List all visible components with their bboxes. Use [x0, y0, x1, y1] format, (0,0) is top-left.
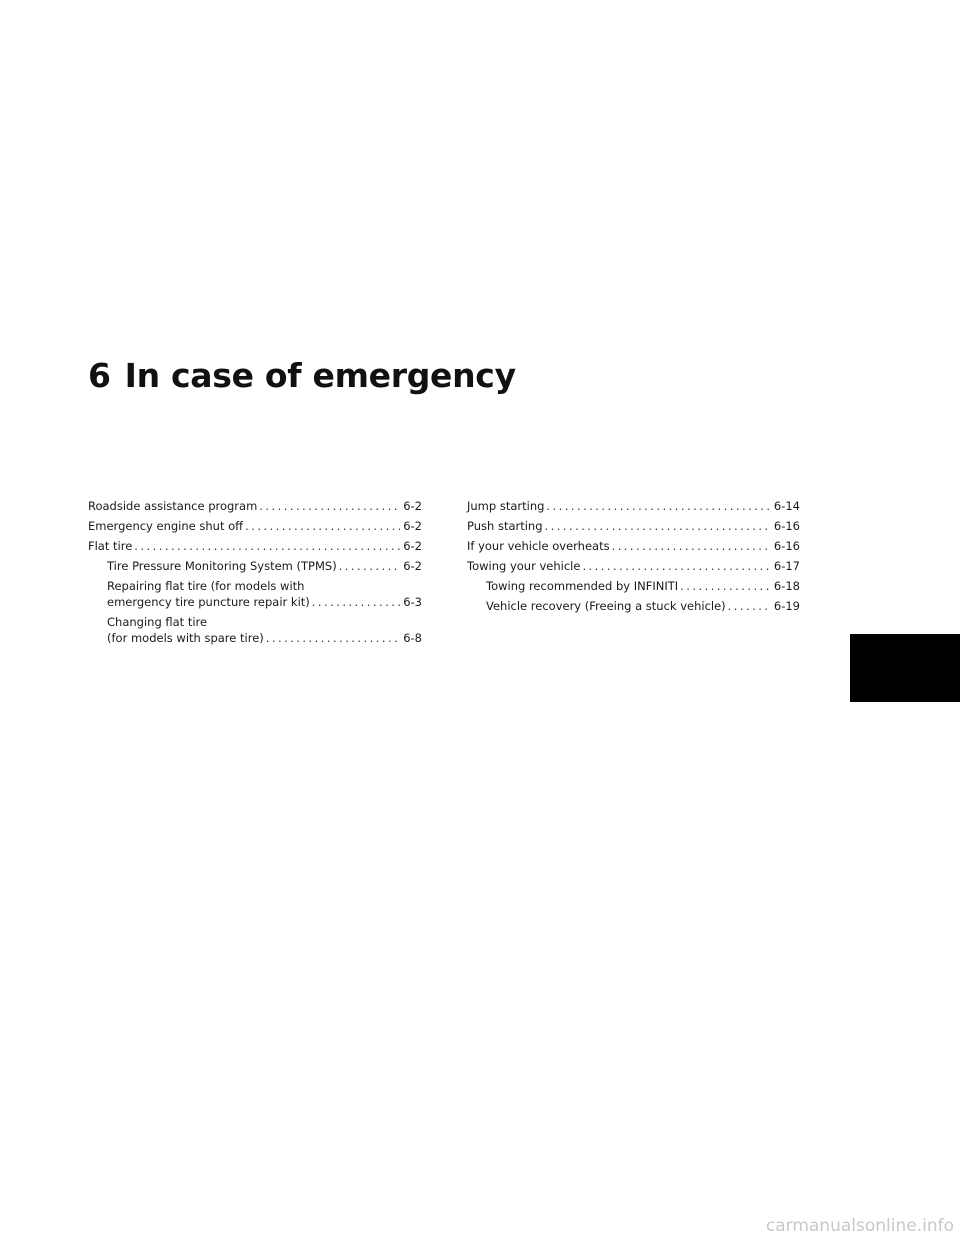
toc-entry-page: 6-17	[773, 559, 800, 573]
toc-entry-changing-flat-tire-line1[interactable]	[88, 614, 422, 630]
toc-left-column	[88, 498, 422, 650]
toc-entry-title: Emergency engine shut off	[88, 519, 244, 533]
chapter-number: 6	[88, 356, 111, 395]
toc-leader-dots	[259, 498, 400, 514]
toc-entry-page: 6-19	[773, 599, 800, 613]
toc-leader-dots	[582, 558, 770, 574]
toc-leader-dots	[680, 578, 771, 594]
toc-entry-changing-flat-tire[interactable]	[88, 630, 422, 646]
toc-leader-dots	[545, 518, 771, 534]
watermark: carmanualsonline.info	[765, 1216, 954, 1236]
toc-entry-page: 6-2	[403, 559, 422, 573]
toc-leader-dots	[312, 594, 400, 610]
toc-entry-emergency-engine-shut-off[interactable]	[88, 518, 422, 534]
toc-leader-dots	[266, 630, 400, 646]
toc-entry-title: Vehicle recovery (Freeing a stuck vehicle)	[486, 599, 726, 613]
toc-entry-title: Push starting	[467, 519, 543, 533]
toc-entry-tpms[interactable]	[88, 558, 422, 574]
toc-leader-dots	[728, 598, 771, 614]
toc-leader-dots	[134, 538, 400, 554]
toc-entry-vehicle-overheats[interactable]	[467, 538, 800, 554]
toc-right-column	[467, 498, 800, 618]
chapter-thumb-tab	[850, 634, 960, 702]
toc-entry-towing-recommended[interactable]	[467, 578, 800, 594]
toc-entry-page: 6-14	[773, 499, 800, 513]
toc-entry-page: 6-2	[403, 539, 422, 553]
toc-entry-page: 6-18	[773, 579, 800, 593]
toc-entry-title: (for models with spare tire)	[107, 631, 264, 645]
toc-leader-dots	[339, 558, 401, 574]
toc-entry-push-starting[interactable]	[467, 518, 800, 534]
toc-entry-page: 6-16	[773, 519, 800, 533]
toc-entry-page: 6-8	[403, 631, 422, 645]
toc-entry-title: emergency tire puncture repair kit)	[107, 595, 310, 609]
toc-entry-title: Flat tire	[88, 539, 133, 553]
toc-entry-page: 6-3	[403, 595, 422, 609]
toc-entry-page: 6-2	[403, 499, 422, 513]
toc-entry-repairing-flat-tire-line1[interactable]	[88, 578, 422, 594]
toc-leader-dots	[245, 518, 400, 534]
toc-entry-repairing-flat-tire[interactable]	[88, 594, 422, 610]
toc-entry-title: Tire Pressure Monitoring System (TPMS)	[107, 559, 337, 573]
toc-entry-page: 6-2	[403, 519, 422, 533]
chapter-title	[88, 356, 516, 395]
chapter-name: In case of emergency	[124, 356, 516, 395]
toc-entry-page: 6-16	[773, 539, 800, 553]
toc-entry-vehicle-recovery[interactable]	[467, 598, 800, 614]
toc-entry-title: Changing flat tire	[107, 615, 208, 629]
toc-entry-flat-tire[interactable]	[88, 538, 422, 554]
toc-leader-dots	[612, 538, 771, 554]
toc-entry-title: Towing recommended by INFINITI	[486, 579, 679, 593]
toc-entry-title: Towing your vehicle	[467, 559, 581, 573]
toc-entry-title: Roadside assistance program	[88, 499, 258, 513]
toc-entry-title: If your vehicle overheats	[467, 539, 610, 553]
toc-entry-title: Repairing flat tire (for models with	[107, 579, 305, 593]
toc-entry-roadside-assistance[interactable]	[88, 498, 422, 514]
toc-entry-jump-starting[interactable]	[467, 498, 800, 514]
toc-entry-title: Jump starting	[467, 499, 545, 513]
toc-entry-towing-your-vehicle[interactable]	[467, 558, 800, 574]
toc-leader-dots	[546, 498, 770, 514]
